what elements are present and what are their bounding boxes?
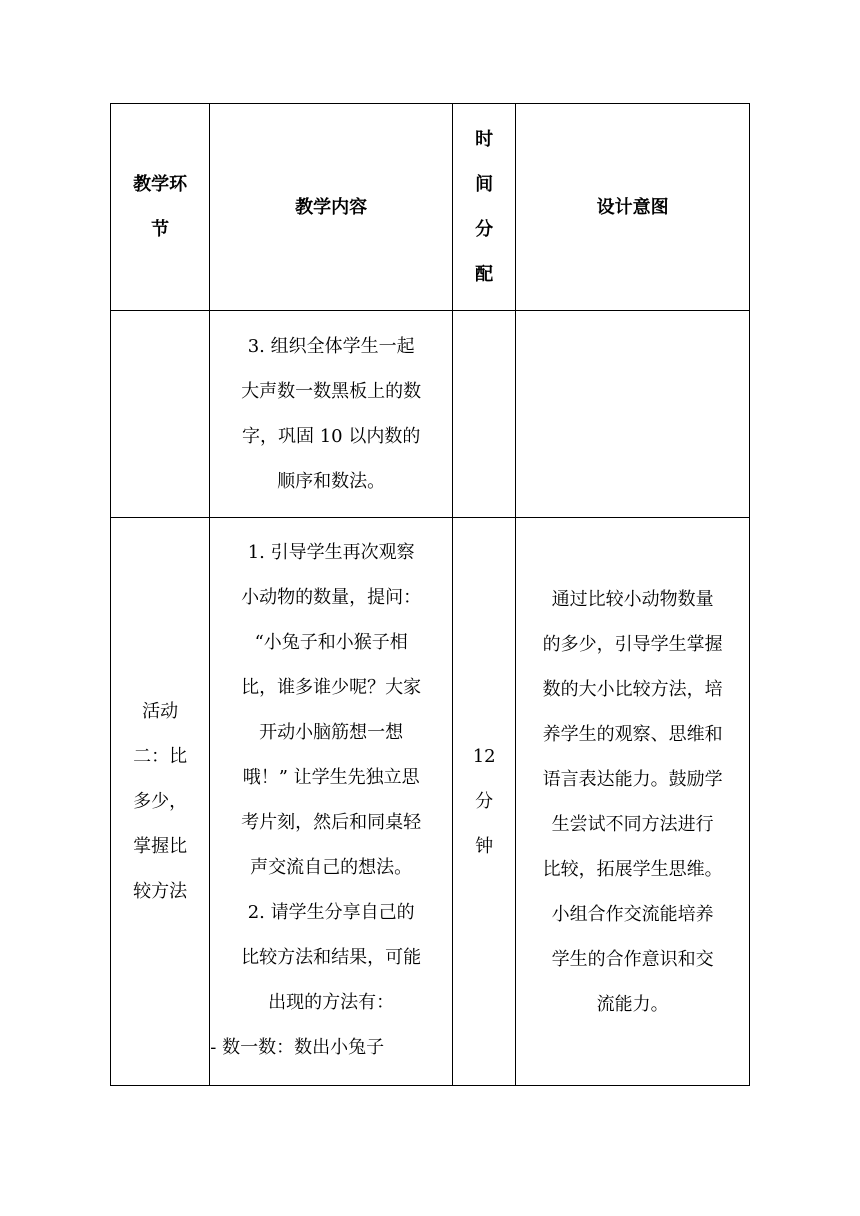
header-stage: [111, 104, 210, 311]
content-line: 比，谁多谁少呢？大家: [241, 677, 422, 698]
time-line: 分: [475, 791, 494, 812]
header-time-line: 间: [475, 174, 494, 195]
intent-line: 小组合作交流能培养: [551, 903, 714, 925]
table-row: [111, 518, 750, 1086]
time-line: 钟: [475, 836, 494, 857]
content-line: 大声数一数黑板上的数: [241, 381, 422, 402]
intent-line: 学生的合作意识和交: [551, 948, 714, 970]
content-line: 2. 请学生分享自己的: [247, 902, 415, 923]
table-row: [111, 311, 750, 518]
intent-line: 流能力。: [596, 993, 669, 1015]
time-line: 12: [472, 746, 496, 767]
header-intent: 设计意图: [516, 104, 750, 311]
stage-line: 多少，: [133, 791, 188, 812]
time-cell: [453, 311, 516, 518]
header-stage-line: 教学环: [133, 174, 188, 195]
content-cell: [210, 311, 453, 518]
stage-line: 二：比: [133, 746, 188, 767]
header-content: 教学内容: [210, 104, 453, 311]
content-line: “小兔子和小猴子相: [254, 632, 408, 653]
header-time-line: 分: [475, 219, 494, 240]
header-time-line: 配: [475, 264, 494, 285]
header-row: [111, 104, 750, 311]
content-line: 3. 组织全体学生一起: [247, 336, 415, 357]
intent-line: 养学生的观察、思维和: [542, 723, 723, 745]
content-line: 小动物的数量，提问：: [241, 587, 422, 608]
intent-cell: [516, 311, 750, 518]
stage-line: 较方法: [133, 881, 188, 902]
intent-line: 的多少，引导学生掌握: [542, 633, 723, 655]
intent-line: 生尝试不同方法进行: [551, 813, 714, 835]
content-line: 顺序和数法。: [277, 471, 386, 492]
time-cell: [453, 518, 516, 1086]
stage-cell: [111, 311, 210, 518]
content-line: 比较方法和结果，可能: [241, 947, 422, 968]
content-line: 哦！” 让学生先独立思: [242, 767, 420, 788]
lesson-plan-table: [110, 103, 750, 1086]
content-line: 声交流自己的想法。: [250, 857, 413, 878]
intent-line: 通过比较小动物数量: [551, 588, 714, 610]
content-line: 出现的方法有：: [268, 992, 395, 1013]
content-line: 开动小脑筋想一想: [259, 722, 404, 743]
content-line: 考片刻，然后和同桌轻: [241, 812, 422, 833]
intent-cell: [516, 518, 750, 1086]
header-time: [453, 104, 516, 311]
intent-line: 数的大小比较方法，培: [542, 678, 723, 700]
stage-line: 活动: [142, 701, 179, 722]
intent-line: 比较，拓展学生思维。: [542, 858, 723, 880]
stage-cell: [111, 518, 210, 1086]
intent-line: 语言表达能力。鼓励学: [542, 768, 723, 790]
content-cell: [210, 518, 453, 1086]
header-stage-line: 节: [151, 219, 170, 240]
content-line: 字，巩固 10 以内数的: [241, 426, 421, 447]
content-line: - 数一数：数出小兔子: [210, 1037, 385, 1058]
header-time-line: 时: [475, 129, 494, 150]
stage-line: 掌握比: [133, 836, 188, 857]
content-line: 1. 引导学生再次观察: [247, 542, 415, 563]
